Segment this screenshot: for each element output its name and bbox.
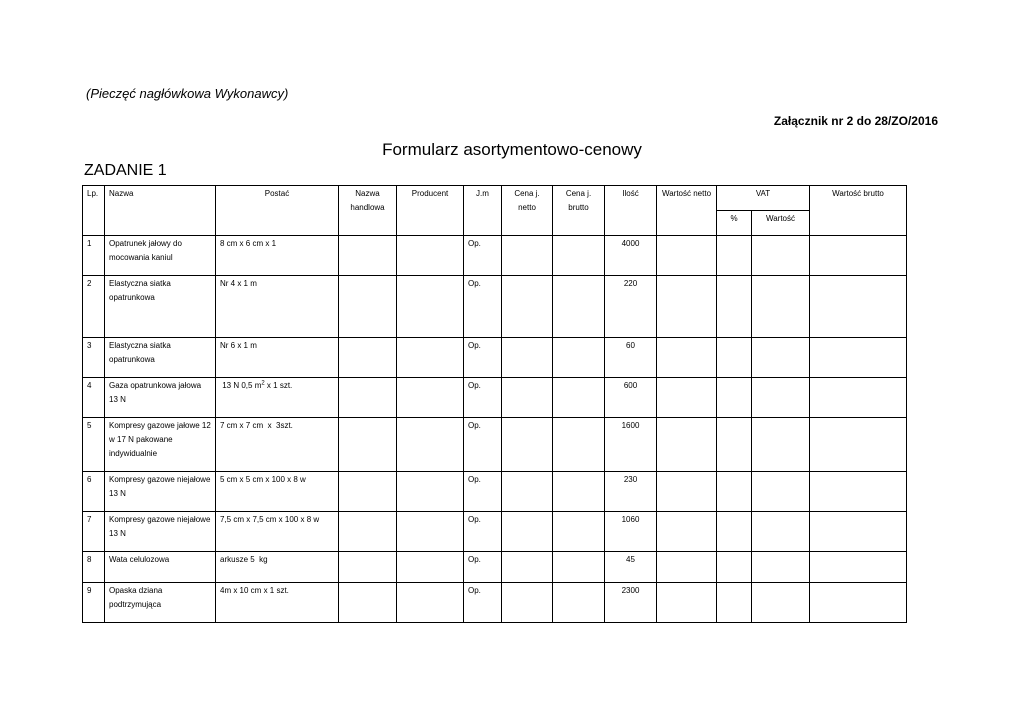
cell-postac: Nr 6 x 1 m — [216, 338, 339, 378]
cell-lp: 9 — [83, 583, 105, 623]
cell-empty[interactable] — [553, 378, 605, 418]
cell-empty[interactable] — [810, 378, 907, 418]
cell-ilosc: 4000 — [605, 236, 657, 276]
cell-empty[interactable] — [752, 472, 810, 512]
table-row — [83, 338, 907, 378]
cell-empty[interactable] — [657, 338, 717, 378]
header-vat-pct: % — [717, 211, 752, 236]
cell-nazwa: Kompresy gazowe niejałowe 13 N — [105, 472, 216, 512]
cell-empty[interactable] — [717, 338, 752, 378]
cell-lp: 4 — [83, 378, 105, 418]
cell-empty[interactable] — [339, 236, 397, 276]
cell-empty[interactable] — [397, 276, 464, 338]
cell-empty[interactable] — [553, 338, 605, 378]
cell-empty[interactable] — [810, 583, 907, 623]
cell-postac — [216, 378, 339, 418]
cell-nazwa: Opatrunek jałowy do mocowania kaniul — [105, 236, 216, 276]
table-row — [83, 512, 907, 552]
cell-lp: 8 — [83, 552, 105, 583]
cell-empty[interactable] — [397, 236, 464, 276]
table-row — [83, 472, 907, 512]
cell-empty[interactable] — [397, 472, 464, 512]
stamp-placeholder: (Pieczęć nagłówkowa Wykonawcy) — [86, 86, 289, 101]
table-row — [83, 378, 907, 418]
header-producent: Producent — [397, 186, 464, 236]
cell-jm: Op. — [464, 338, 502, 378]
page-title: Formularz asortymentowo-cenowy — [382, 140, 642, 159]
postac-superscript: 2 — [261, 380, 265, 387]
cell-empty[interactable] — [810, 512, 907, 552]
cell-empty[interactable] — [657, 378, 717, 418]
cell-ilosc: 220 — [605, 276, 657, 338]
cell-empty[interactable] — [752, 276, 810, 338]
cell-empty[interactable] — [339, 276, 397, 338]
cell-empty[interactable] — [717, 472, 752, 512]
cell-ilosc: 600 — [605, 378, 657, 418]
cell-jm: Op. — [464, 472, 502, 512]
cell-lp: 6 — [83, 472, 105, 512]
cell-empty[interactable] — [657, 236, 717, 276]
cell-empty[interactable] — [502, 552, 553, 583]
cell-empty[interactable] — [553, 472, 605, 512]
cell-lp: 3 — [83, 338, 105, 378]
cell-postac: 8 cm x 6 cm x 1 — [216, 236, 339, 276]
cell-postac: 7 cm x 7 cm x 3szt. — [216, 418, 339, 472]
cell-nazwa: Gaza opatrunkowa jałowa 13 N — [105, 378, 216, 418]
cell-empty[interactable] — [752, 418, 810, 472]
cell-jm: Op. — [464, 378, 502, 418]
cell-empty[interactable] — [752, 338, 810, 378]
cell-jm: Op. — [464, 512, 502, 552]
cell-empty[interactable] — [339, 418, 397, 472]
cell-nazwa: Kompresy gazowe jałowe 12 w 17 N pakowane indywidualnie — [105, 418, 216, 472]
cell-empty[interactable] — [339, 583, 397, 623]
cell-empty[interactable] — [553, 418, 605, 472]
cell-empty[interactable] — [502, 276, 553, 338]
header-wartosc-netto: Wartość netto — [657, 186, 717, 236]
cell-empty[interactable] — [810, 418, 907, 472]
cell-empty[interactable] — [752, 236, 810, 276]
cell-empty[interactable] — [502, 236, 553, 276]
cell-empty[interactable] — [657, 418, 717, 472]
postac-text: 13 N 0,5 m — [220, 381, 262, 390]
cell-lp: 5 — [83, 418, 105, 472]
cell-empty[interactable] — [502, 338, 553, 378]
cell-empty[interactable] — [810, 338, 907, 378]
cell-jm: Op. — [464, 418, 502, 472]
cell-empty[interactable] — [397, 583, 464, 623]
price-table — [82, 185, 907, 623]
cell-empty[interactable] — [339, 378, 397, 418]
cell-nazwa: Elastyczna siatka opatrunkowa — [105, 276, 216, 338]
cell-empty[interactable] — [657, 472, 717, 512]
cell-lp: 1 — [83, 236, 105, 276]
cell-jm: Op. — [464, 236, 502, 276]
cell-empty[interactable] — [717, 552, 752, 583]
cell-empty[interactable] — [752, 583, 810, 623]
cell-nazwa: Elastyczna siatka opatrunkowa — [105, 338, 216, 378]
cell-empty[interactable] — [752, 552, 810, 583]
cell-empty[interactable] — [502, 472, 553, 512]
cell-ilosc: 1060 — [605, 512, 657, 552]
header-lp: Lp. — [83, 186, 105, 236]
cell-empty[interactable] — [717, 512, 752, 552]
cell-empty[interactable] — [502, 583, 553, 623]
cell-empty[interactable] — [810, 552, 907, 583]
cell-empty[interactable] — [502, 378, 553, 418]
cell-empty[interactable] — [657, 276, 717, 338]
header-cena-brutto: Cena j. brutto — [553, 186, 605, 236]
cell-empty[interactable] — [339, 552, 397, 583]
cell-empty[interactable] — [810, 472, 907, 512]
cell-empty[interactable] — [339, 472, 397, 512]
cell-empty[interactable] — [810, 236, 907, 276]
cell-empty[interactable] — [397, 378, 464, 418]
cell-empty[interactable] — [553, 276, 605, 338]
cell-empty[interactable] — [502, 512, 553, 552]
task-heading: ZADANIE 1 — [84, 162, 167, 179]
cell-jm: Op. — [464, 276, 502, 338]
cell-nazwa: Kompresy gazowe niejałowe 13 N — [105, 512, 216, 552]
cell-jm: Op. — [464, 552, 502, 583]
cell-lp: 7 — [83, 512, 105, 552]
header-ilosc: Ilość — [605, 186, 657, 236]
cell-empty[interactable] — [810, 276, 907, 338]
cell-empty[interactable] — [717, 276, 752, 338]
cell-empty[interactable] — [717, 418, 752, 472]
cell-postac: 7,5 cm x 7,5 cm x 100 x 8 w — [216, 512, 339, 552]
cell-empty[interactable] — [339, 512, 397, 552]
cell-empty[interactable] — [657, 512, 717, 552]
cell-ilosc: 2300 — [605, 583, 657, 623]
header-nazwa: Nazwa — [105, 186, 216, 236]
header-vat-wartosc: Wartość — [752, 211, 810, 236]
postac-text-rest: x 1 szt. — [264, 381, 293, 390]
cell-postac: 4m x 10 cm x 1 szt. — [216, 583, 339, 623]
header-postac: Postać — [216, 186, 339, 236]
cell-empty[interactable] — [657, 552, 717, 583]
cell-lp: 2 — [83, 276, 105, 338]
cell-empty[interactable] — [553, 552, 605, 583]
header-vat: VAT — [717, 186, 810, 211]
cell-jm: Op. — [464, 583, 502, 623]
cell-empty[interactable] — [339, 338, 397, 378]
annex-label: Załącznik nr 2 do 28/ZO/2016 — [773, 114, 938, 128]
cell-empty[interactable] — [752, 512, 810, 552]
cell-empty[interactable] — [717, 378, 752, 418]
cell-empty[interactable] — [553, 583, 605, 623]
cell-ilosc: 45 — [605, 552, 657, 583]
cell-postac: arkusze 5 kg — [216, 552, 339, 583]
cell-nazwa: Wata celulozowa — [105, 552, 216, 583]
table-row — [83, 276, 907, 338]
cell-empty[interactable] — [397, 338, 464, 378]
cell-empty[interactable] — [717, 236, 752, 276]
cell-postac: Nr 4 x 1 m — [216, 276, 339, 338]
table-row — [83, 236, 907, 276]
cell-empty[interactable] — [553, 236, 605, 276]
cell-ilosc: 1600 — [605, 418, 657, 472]
header-nazwa-handlowa: Nazwa handlowa — [339, 186, 397, 236]
table-row — [83, 583, 907, 623]
cell-empty[interactable] — [553, 512, 605, 552]
cell-empty[interactable] — [397, 552, 464, 583]
cell-empty[interactable] — [397, 512, 464, 552]
table-row — [83, 418, 907, 472]
cell-empty[interactable] — [502, 418, 553, 472]
cell-nazwa: Opaska dziana podtrzymująca — [105, 583, 216, 623]
cell-empty[interactable] — [717, 583, 752, 623]
cell-ilosc: 60 — [605, 338, 657, 378]
header-wartosc-brutto: Wartość brutto — [810, 186, 907, 236]
cell-empty[interactable] — [752, 378, 810, 418]
cell-postac: 5 cm x 5 cm x 100 x 8 w — [216, 472, 339, 512]
cell-empty[interactable] — [397, 418, 464, 472]
cell-ilosc: 230 — [605, 472, 657, 512]
table-row — [83, 552, 907, 583]
header-cena-netto: Cena j. netto — [502, 186, 553, 236]
cell-empty[interactable] — [657, 583, 717, 623]
header-jm: J.m — [464, 186, 502, 236]
